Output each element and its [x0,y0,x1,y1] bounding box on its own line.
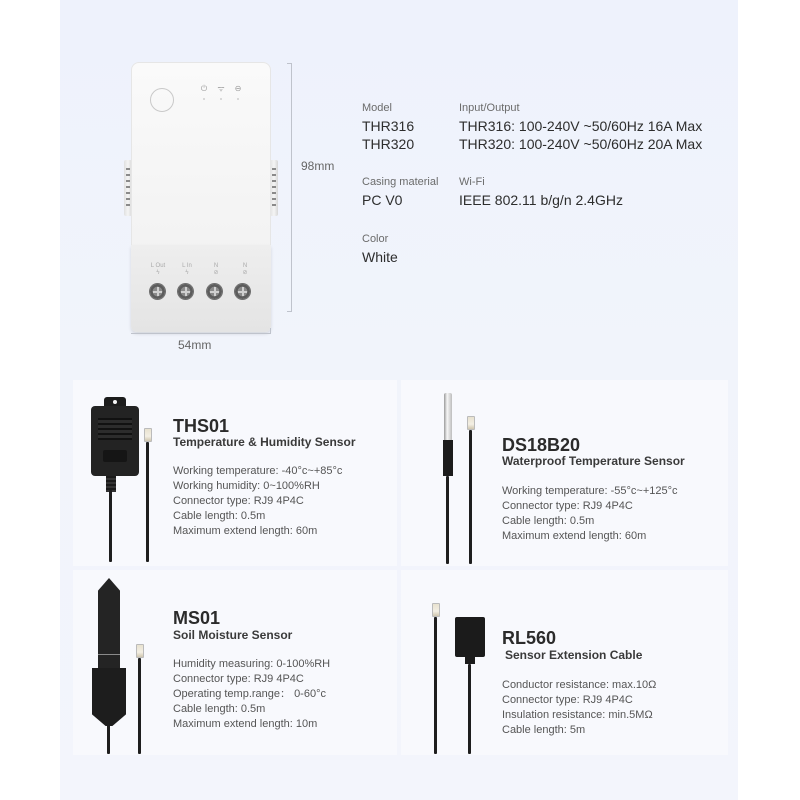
terminal-name: N [213,263,219,269]
terminal-screw [178,284,193,299]
sensor-specs [502,678,656,738]
wifi-label: Wi-Fi [459,176,485,188]
terminal-screw [207,284,222,299]
sensor-name: MS01 [173,608,221,628]
spec-line: Conductor resistance: max.10Ω [502,679,657,691]
wifi-value: IEEE 802.11 b/g/n 2.4GHz [459,192,623,208]
color-label: Color [362,233,389,245]
wifi-led [220,98,222,100]
device-right-clip [270,160,278,216]
power-led [203,98,205,100]
terminal-screw [235,284,250,299]
sensor-subtitle: Temperature & Humidity Sensor [173,435,356,449]
spec-line: Insulation resistance: min.5MΩ [502,709,653,721]
spec-line: Working temperature: -55°c~+125°c [502,485,678,497]
spec-line: Cable length: 0.5m [502,515,595,527]
spec-line: Maximum extend length: 60m [502,530,647,542]
spec-line: Cable length: 0.5m [173,703,266,715]
terminal-name: N [242,263,248,269]
spec-line: Operating temp.range： 0-60°c [173,688,326,700]
terminal-name: L Out [150,263,166,269]
terminal-symbol: ⊘ [213,270,219,276]
spec-line: Working temperature: -40°c~+85°c [173,465,343,477]
height-dimension-tick [287,63,292,64]
sensor-icon: ⊖ [234,84,242,93]
sensor-led [237,98,239,100]
spec-line: Maximum extend length: 60m [173,525,318,537]
casing-label: Casing material [362,176,439,188]
sensor-name: DS18B20 [502,435,581,455]
terminal-screw [150,284,165,299]
width-dimension-line [131,333,271,334]
sensor-name: RL560 [502,628,557,648]
spec-line: Connector type: RJ9 4P4C [173,673,304,685]
spec-line: Connector type: RJ9 4P4C [502,694,633,706]
device-button [150,88,174,112]
terminal-label-n2 [233,263,257,277]
color-value: White [362,249,398,265]
spec-line: Maximum extend length: 10m [173,718,318,730]
terminal-symbol: ϟ [185,270,189,276]
spec-line: Connector type: RJ9 4P4C [173,495,304,507]
sensor-specs [173,657,330,732]
spec-line: Working humidity: 0~100%RH [173,480,320,492]
height-dimension-tick [287,311,292,312]
spec-line: Humidity measuring: 0-100%RH [173,658,331,670]
sensor-specs [502,484,678,544]
width-dimension-label: 54mm [178,338,212,352]
power-icon: ⏻ [200,84,208,93]
terminal-label-l-out [146,263,170,277]
sensor-specs [173,464,342,539]
model-value-1: THR316 [362,118,415,134]
terminal-symbol: ⊘ [242,270,248,276]
io-value-2: THR320: 100-240V ~50/60Hz 20A Max [459,136,703,152]
height-dimension-line [291,63,292,312]
spec-line: Connector type: RJ9 4P4C [502,500,633,512]
height-dimension-label: 98mm [301,159,335,173]
io-value-1: THR316: 100-240V ~50/60Hz 16A Max [459,118,703,134]
wifi-icon: ᯤ [217,84,225,93]
sensor-name: THS01 [173,416,230,436]
terminal-label-n1 [204,263,228,277]
sensor-subtitle: Sensor Extension Cable [505,648,643,662]
terminal-symbol: ϟ [156,270,160,276]
terminal-name: L In [182,263,192,269]
model-label: Model [362,102,392,114]
width-dimension-tick [270,328,271,334]
sensor-subtitle: Soil Moisture Sensor [173,628,293,642]
spec-line: Cable length: 0.5m [173,510,266,522]
spec-line: Cable length: 5m [502,724,586,736]
terminal-label-l-in [175,263,199,277]
sensor-subtitle: Waterproof Temperature Sensor [502,454,685,468]
casing-value: PC V0 [362,192,403,208]
io-label: Input/Output [459,102,520,114]
model-value-2: THR320 [362,136,415,152]
